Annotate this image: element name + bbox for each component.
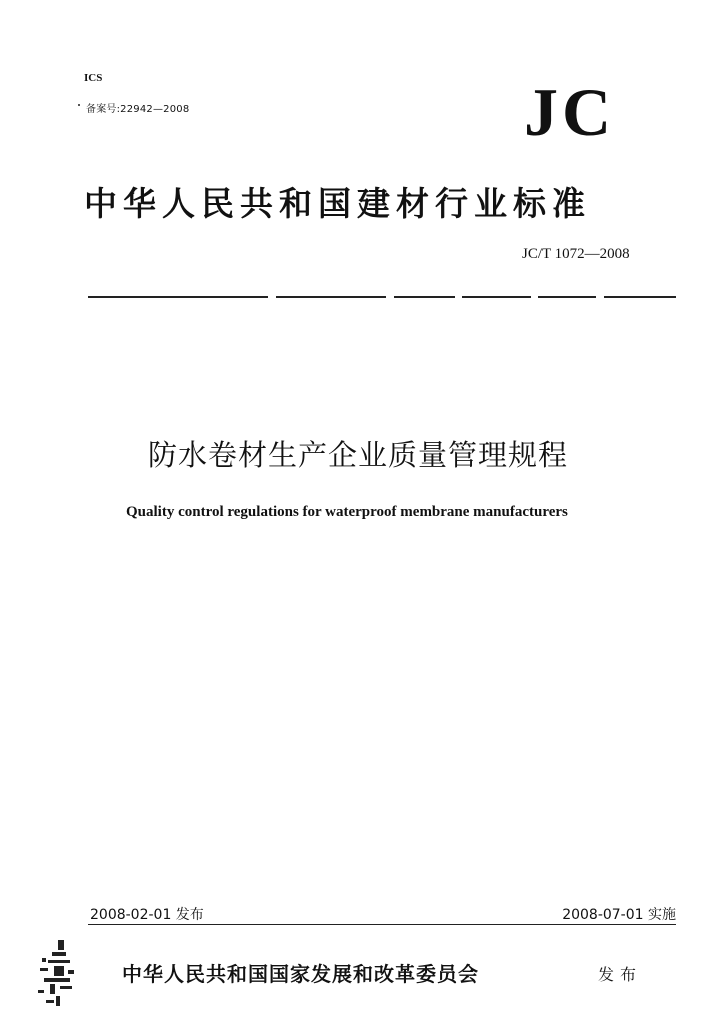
bullet-dot: [78, 104, 80, 106]
publisher-name: 中华人民共和国国家发展和改革委员会: [122, 962, 479, 986]
filing-number: [86, 100, 189, 115]
divider-gap: [596, 293, 604, 300]
header-divider: [88, 296, 676, 298]
divider-gap: [268, 293, 276, 300]
issue-date: 2008-02-01 发布: [90, 907, 204, 923]
standard-number: JC/T 1072—2008: [522, 246, 630, 262]
document-title-chinese: 防水卷材生产企业质量管理规程: [148, 438, 569, 472]
jc-logo: JC: [524, 74, 616, 150]
organization-title: 中华人民共和国建材行业标准: [84, 184, 591, 223]
divider-gap: [386, 293, 394, 300]
publish-label: 发布: [598, 965, 643, 984]
implementation-date: 2008-07-01 实施: [562, 907, 676, 923]
publisher-seal-icon: [34, 938, 84, 1010]
footer-divider: [88, 924, 676, 925]
filing-number-text: 备案号:22942—2008: [86, 104, 190, 115]
ics-label: ICS: [84, 72, 103, 84]
divider-gap: [531, 293, 538, 300]
document-title-english: Quality control regulations for waterproof membrane manufacturers: [126, 504, 568, 520]
divider-gap: [455, 293, 462, 300]
